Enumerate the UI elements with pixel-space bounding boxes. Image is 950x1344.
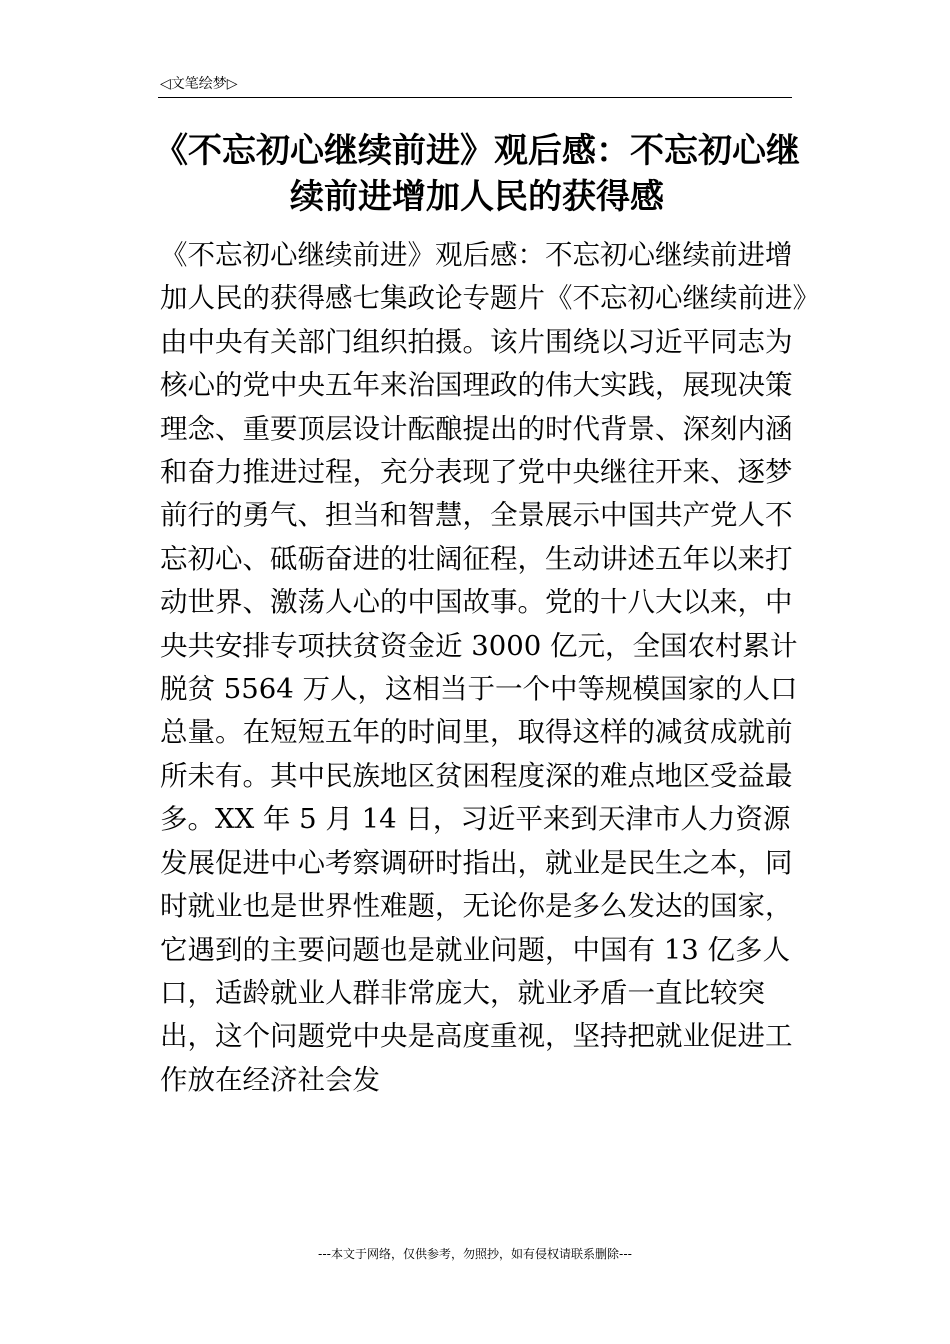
footer-disclaimer: ---本文于网络，仅供参考，勿照抄，如有侵权请联系删除---	[318, 1247, 632, 1261]
document-title: 《不忘初心继续前进》观后感：不忘初心继续前进增加人民的获得感	[154, 131, 800, 217]
header-divider	[158, 97, 792, 98]
header-logo-text: ◁文笔绘梦▷	[160, 76, 238, 92]
document-body: 《不忘初心继续前进》观后感：不忘初心继续前进增加人民的获得感七集政论专题片《不忘初心继续前进》由中央有关部门组织拍摄。该片围绕以习近平同志为核心的党中央五年来治国理政的伟大实践，展现决策理念、重要顶层设计酝酿提出的时代背景、深刻内涵和奋力推进过程，充分表现了党中央继往开来、逐梦前行的勇气、担当和智慧，全景展示中国共产党人不忘初心、砥砺奋进的壮阔征程，生动讲述五年以来打动世界、激荡人心的中国故事。党的十八大以来，中央共安排专项扶贫资金近 3000 亿元，全国农村累计脱贫 5564 万人，这相当于一个中等规模国家的人口总量。在短短五年的时间里，取得这样的减贫成就前所未有。其中民族地区贫困程度深的难点地区受益最多。XX 年 5 月 14 日，习近平来到天津市人力资源发展促进中心考察调研时指出，就业是民生之本，同时就业也是世界性难题，无论你是多么发达的国家，它遇到的主要问题也是就业问题，中国有 13 亿多人口，适龄就业人群非常庞大，就业矛盾一直比较突出，这个问题党中央是高度重视，坚持把就业促进工作放在经济社会发	[160, 239, 807, 1096]
